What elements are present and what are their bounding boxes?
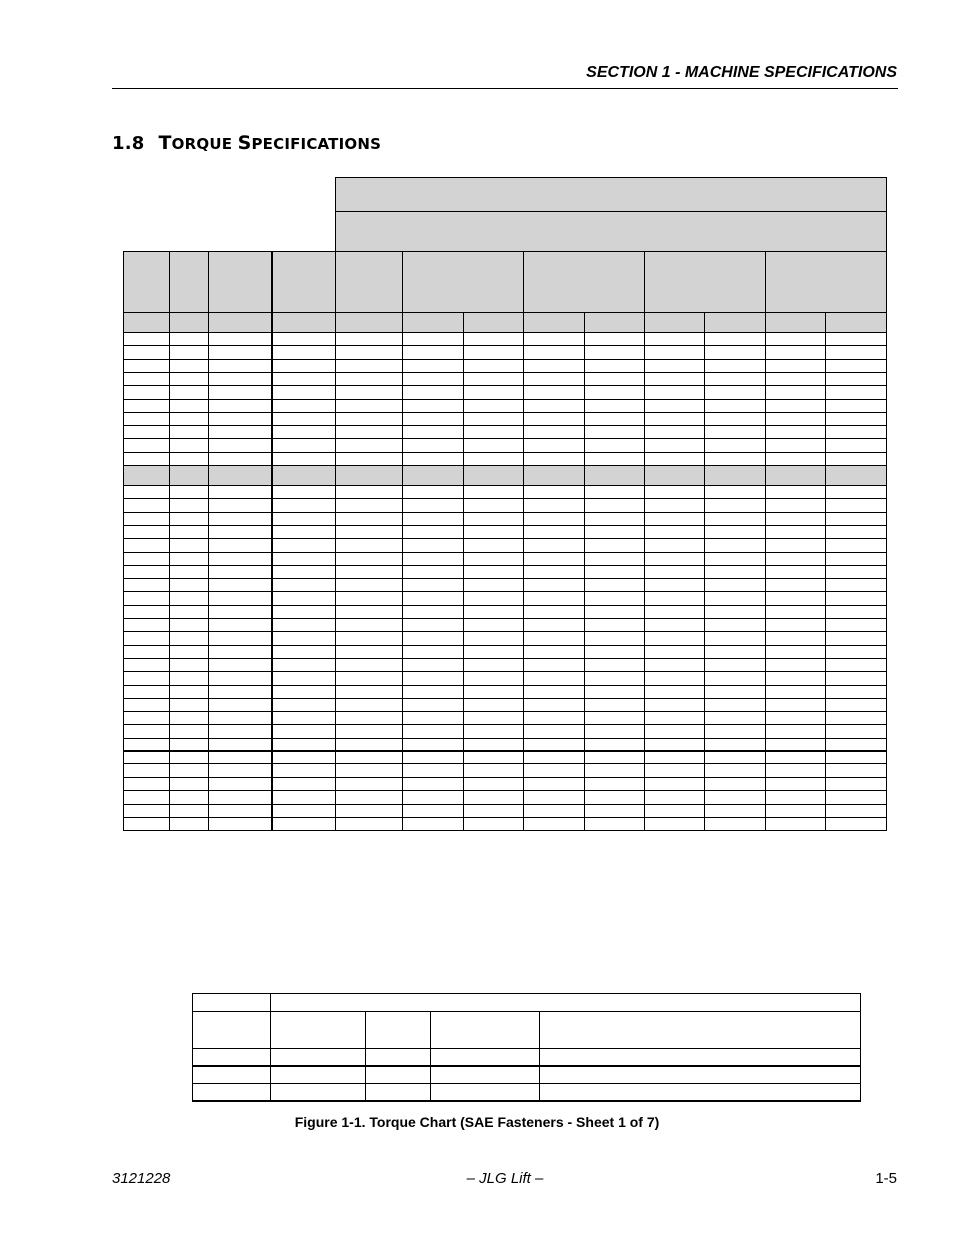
grid-vline bbox=[271, 251, 273, 831]
section-title-initial-2: S bbox=[237, 132, 252, 154]
grid-vline bbox=[825, 312, 826, 831]
grid-hline bbox=[123, 645, 887, 646]
grid-hline bbox=[123, 591, 887, 592]
footer-page-number: 1-5 bbox=[875, 1170, 897, 1187]
grid-hline bbox=[123, 817, 887, 818]
legend-hline bbox=[192, 1065, 861, 1067]
section-heading bbox=[112, 132, 381, 154]
grid-vline bbox=[169, 251, 170, 831]
sub-header-row-fill bbox=[123, 465, 887, 485]
grid-hline bbox=[123, 605, 887, 606]
grid-hline bbox=[123, 452, 887, 453]
grid-vline bbox=[886, 177, 887, 251]
grid-hline bbox=[123, 465, 887, 466]
grid-vline bbox=[704, 312, 705, 831]
grid-hline-thick bbox=[123, 750, 887, 752]
grid-hline bbox=[123, 399, 887, 400]
legend-vline bbox=[270, 993, 271, 1101]
legend-vline bbox=[539, 1011, 540, 1101]
grid-hline bbox=[123, 777, 887, 778]
grid-vline bbox=[335, 177, 336, 251]
grid-hline bbox=[123, 372, 887, 373]
footer-doc-number: 3121228 bbox=[112, 1170, 171, 1187]
legend-hline bbox=[192, 1048, 861, 1049]
grid-vline bbox=[123, 251, 124, 831]
grid-hline bbox=[123, 251, 887, 252]
header-band-fill bbox=[335, 177, 887, 251]
grid-hline bbox=[123, 724, 887, 725]
legend-hline bbox=[192, 1083, 861, 1084]
section-title-part-1: ORQUE bbox=[171, 135, 238, 153]
legend-hline bbox=[192, 993, 861, 994]
legend-vline bbox=[365, 1011, 366, 1101]
grid-hline bbox=[123, 658, 887, 659]
grid-hline bbox=[123, 552, 887, 553]
grid-hline bbox=[123, 438, 887, 439]
legend-vline bbox=[192, 993, 193, 1101]
torque-legend-table bbox=[192, 993, 861, 1101]
grid-vline bbox=[765, 251, 766, 831]
grid-vline bbox=[402, 251, 403, 831]
grid-vline bbox=[584, 312, 585, 831]
torque-chart-table bbox=[123, 177, 887, 831]
grid-hline bbox=[123, 763, 887, 764]
grid-hline bbox=[123, 578, 887, 579]
section-number: 1.8 bbox=[112, 133, 145, 154]
grid-hline bbox=[123, 332, 887, 333]
footer-center-text: – JLG Lift – bbox=[466, 1170, 544, 1187]
legend-hline bbox=[192, 1100, 861, 1102]
grid-hline bbox=[123, 830, 887, 831]
grid-hline bbox=[123, 790, 887, 791]
header-rule bbox=[112, 88, 898, 89]
grid-hline bbox=[123, 512, 887, 513]
grid-hline bbox=[123, 345, 887, 346]
grid-hline bbox=[123, 565, 887, 566]
grid-vline bbox=[644, 251, 645, 831]
grid-hline bbox=[123, 359, 887, 360]
grid-vline bbox=[208, 251, 209, 831]
grid-hline bbox=[123, 804, 887, 805]
section-title-initial-1: T bbox=[158, 132, 172, 154]
grid-hline bbox=[123, 685, 887, 686]
grid-hline bbox=[123, 525, 887, 526]
grid-vline bbox=[463, 312, 464, 831]
grid-hline bbox=[123, 425, 887, 426]
grid-hline bbox=[123, 312, 887, 313]
grid-hline bbox=[123, 671, 887, 672]
legend-vline bbox=[430, 1011, 431, 1101]
section-title-part-2: PECIFICATIONS bbox=[251, 135, 382, 153]
grid-hline bbox=[123, 698, 887, 699]
section-header-title: SECTION 1 - MACHINE SPECIFICATIONS bbox=[586, 64, 897, 81]
grid-hline bbox=[123, 618, 887, 619]
column-header-fill bbox=[123, 251, 887, 312]
grid-hline bbox=[123, 385, 887, 386]
grid-hline bbox=[123, 498, 887, 499]
grid-hline bbox=[335, 177, 887, 178]
grid-vline bbox=[886, 251, 887, 831]
grid-vline bbox=[335, 251, 336, 831]
legend-hline bbox=[192, 1011, 861, 1012]
legend-vline bbox=[860, 993, 861, 1101]
grid-hline bbox=[123, 412, 887, 413]
grid-hline bbox=[123, 485, 887, 486]
grid-hline bbox=[123, 538, 887, 539]
grid-hline bbox=[123, 738, 887, 739]
grid-hline bbox=[335, 211, 887, 212]
grid-hline bbox=[123, 631, 887, 632]
units-row-fill bbox=[123, 312, 887, 332]
figure-caption: Figure 1-1. Torque Chart (SAE Fasteners - Sheet 1 of 7) bbox=[294, 1114, 660, 1130]
grid-hline bbox=[123, 711, 887, 712]
grid-vline bbox=[523, 251, 524, 831]
